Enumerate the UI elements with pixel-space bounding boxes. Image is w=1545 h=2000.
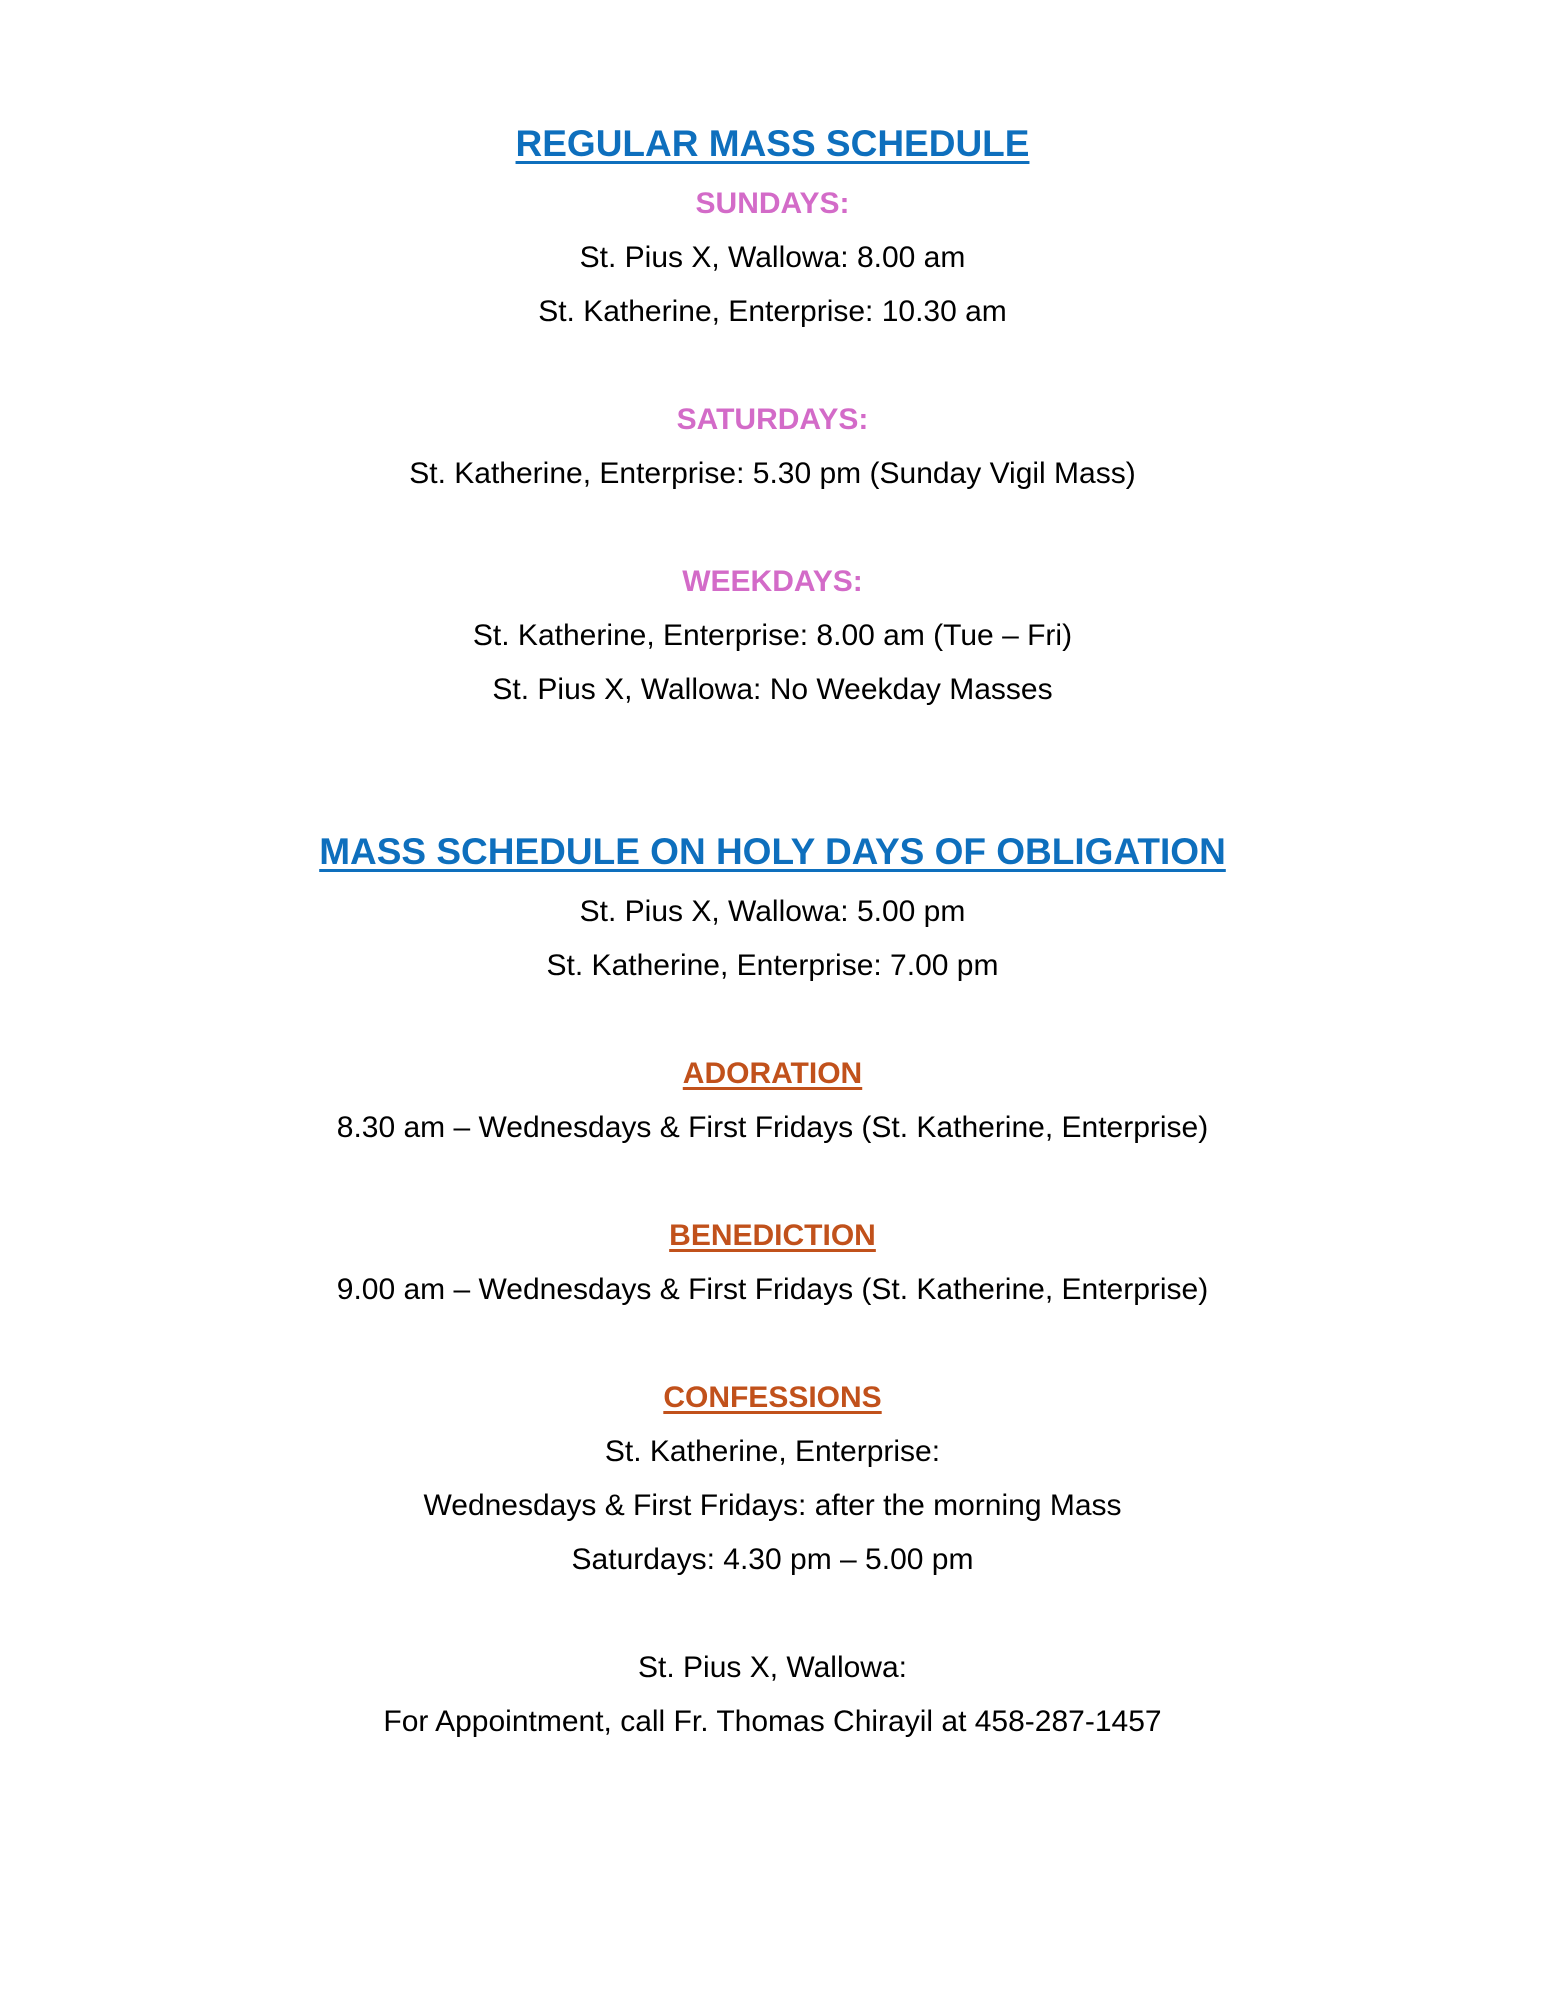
- benediction-heading: BENEDICTION: [669, 1219, 876, 1252]
- confessions-enterprise-saturday: Saturdays: 4.30 pm – 5.00 pm: [571, 1543, 974, 1576]
- confessions-wallowa-appointment: For Appointment, call Fr. Thomas Chirayil at 458-287-1457: [383, 1705, 1162, 1738]
- adoration-time: 8.30 am – Wednesdays & First Fridays (St. Katherine, Enterprise): [336, 1111, 1209, 1144]
- holy-day-mass-enterprise: St. Katherine, Enterprise: 7.00 pm: [546, 949, 999, 982]
- benediction-time: 9.00 am – Wednesdays & First Fridays (St. Katherine, Enterprise): [336, 1273, 1209, 1306]
- sunday-mass-wallowa: St. Pius X, Wallowa: 8.00 am: [579, 241, 966, 274]
- weekdays-label: WEEKDAYS:: [682, 565, 863, 598]
- confessions-enterprise-weekday: Wednesdays & First Fridays: after the morning Mass: [423, 1489, 1122, 1522]
- holy-day-mass-wallowa: St. Pius X, Wallowa: 5.00 pm: [579, 895, 966, 928]
- confessions-enterprise-location: St. Katherine, Enterprise:: [604, 1435, 941, 1468]
- confessions-wallowa-location: St. Pius X, Wallowa:: [638, 1651, 907, 1684]
- weekday-mass-enterprise: St. Katherine, Enterprise: 8.00 am (Tue – Fri): [472, 619, 1073, 652]
- sundays-label: SUNDAYS:: [695, 187, 850, 220]
- adoration-heading: ADORATION: [682, 1057, 863, 1090]
- regular-mass-schedule-heading: REGULAR MASS SCHEDULE: [515, 123, 1030, 164]
- confessions-heading: CONFESSIONS: [663, 1381, 882, 1414]
- saturdays-label: SATURDAYS:: [676, 403, 869, 436]
- saturday-vigil-mass: St. Katherine, Enterprise: 5.30 pm (Sunday Vigil Mass): [409, 457, 1136, 490]
- sunday-mass-enterprise: St. Katherine, Enterprise: 10.30 am: [538, 295, 1007, 328]
- weekday-mass-wallowa: St. Pius X, Wallowa: No Weekday Masses: [492, 673, 1053, 706]
- holy-days-heading: MASS SCHEDULE ON HOLY DAYS OF OBLIGATION: [319, 831, 1226, 872]
